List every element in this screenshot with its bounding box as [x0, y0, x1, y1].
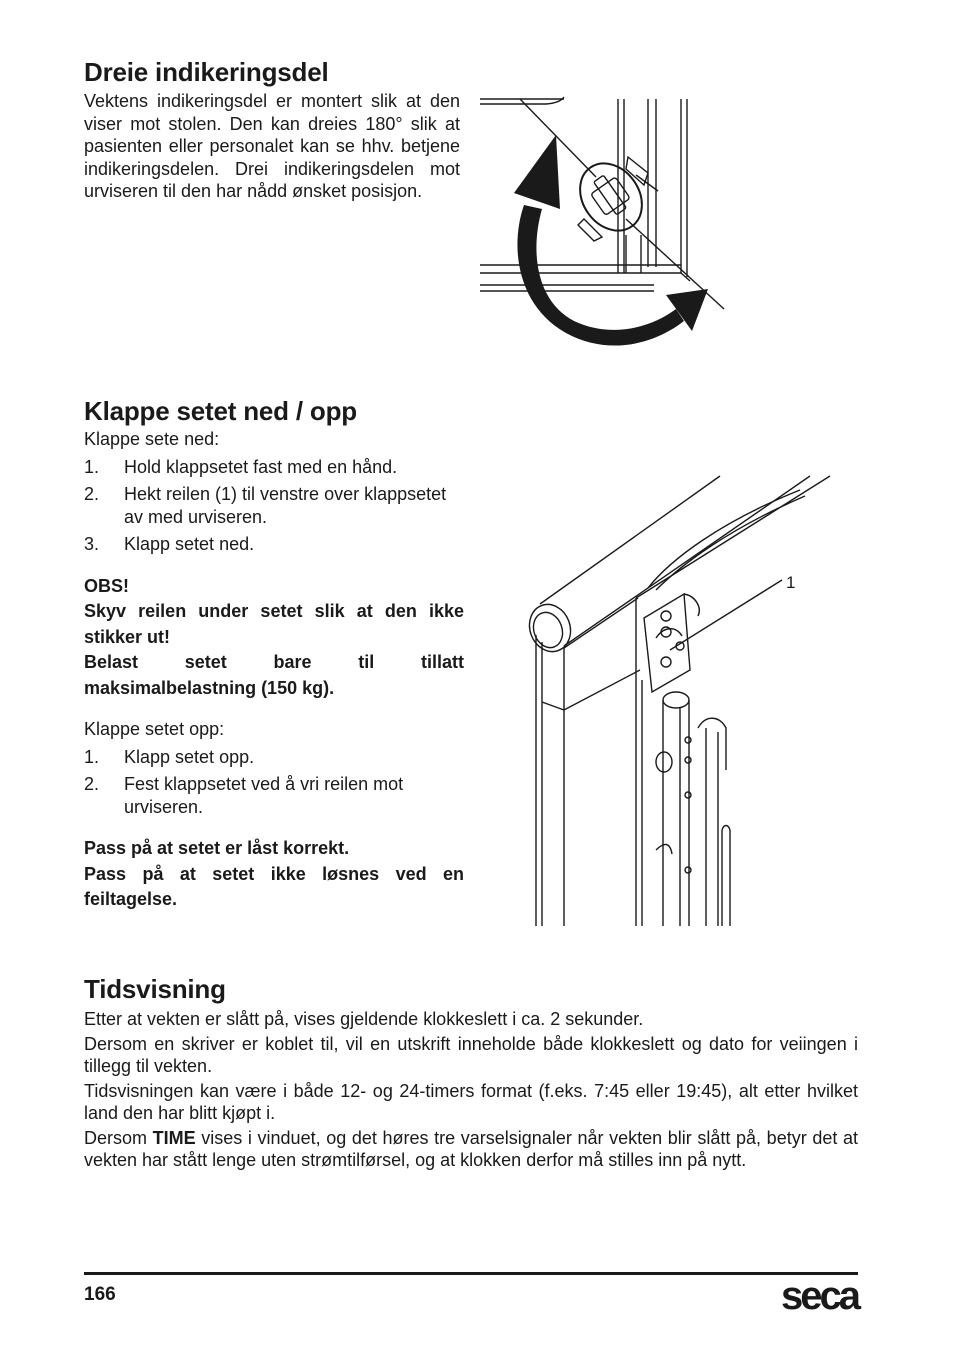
p4-prefix: Dersom	[84, 1127, 153, 1148]
seca-logo: seca	[781, 1274, 858, 1318]
warning-title: OBS!	[84, 575, 129, 596]
figure-callout-1: 1	[786, 573, 796, 592]
step-number: 1.	[84, 456, 100, 477]
tidsvisning-paragraph-1: Etter at vekten er slått på, vises gjeldende klokkeslett i ca. 2 sekunder.	[84, 1009, 644, 1029]
list-item	[84, 746, 464, 769]
footer-rule	[84, 1272, 858, 1275]
tidsvisning-paragraph-2: Dersom en skriver er koblet til, vil en utskrift inneholde både klokkeslett og dato for veiingen i tillegg til vekten.	[84, 1033, 858, 1076]
page-number: 166	[84, 1284, 116, 1305]
heading-dreie-indikeringsdel: Dreie indikeringsdel	[84, 57, 329, 87]
down-intro: Klappe sete ned:	[84, 429, 220, 449]
time-keyword: TIME	[152, 1127, 196, 1148]
step-number: 2.	[84, 484, 100, 504]
paragraph-dreie: Vektens indikeringsdel er montert slik at den viser mot stolen. Den kan dreies 180° slik at pasienten eller personalet kan se hhv. betjene indikeringsdelen. Drei indikeringsdelen mot urviseren til den har nådd ønsket posisjon.	[84, 91, 460, 201]
list-item	[84, 483, 464, 528]
warning-block	[84, 574, 464, 702]
figure-rotate-indicator	[476, 95, 736, 360]
section-tidsvisning-body	[84, 1008, 858, 1172]
step-text: Hold klappsetet fast med en hånd.	[124, 456, 398, 477]
step-text: Klapp setet ned.	[124, 534, 255, 554]
note-line-2: Pass på at setet ikke løsnes ved en feiltagelse.	[84, 863, 464, 909]
up-steps-list	[84, 746, 464, 819]
heading-tidsvisning: Tidsvisning	[84, 974, 226, 1004]
step-text: Hekt reilen (1) til venstre over klappsetet av med urviseren.	[124, 484, 447, 527]
heading-klappe-setet: Klappe setet ned / opp	[84, 396, 357, 426]
up-intro: Klappe setet opp:	[84, 719, 225, 739]
tidsvisning-paragraph-3: Tidsvisningen kan være i både 12- og 24-timers format (f.eks. 7:45 eller 19:45), alt etter hvilket land den har blitt kjøpt i.	[84, 1080, 858, 1123]
list-item	[84, 533, 464, 556]
step-text: Klapp setet opp.	[124, 746, 255, 767]
step-number: 2.	[84, 774, 100, 794]
tidsvisning-paragraph-4	[84, 1127, 858, 1172]
note-line-1: Pass på at setet er låst korrekt.	[84, 838, 350, 858]
figure-seat-rail	[520, 470, 860, 930]
down-steps-list	[84, 456, 464, 556]
note-block	[84, 836, 464, 913]
warning-line-2: Belast setet bare til tillatt maksimalbelastning (150 kg).	[84, 652, 464, 698]
p4-suffix: vises i vinduet, og det høres tre varselsignaler når vekten blir slått på, betyr det at vekten har stått lenge uten strømtilførsel, og at klokken derfor må stilles inn på nytt.	[84, 1127, 858, 1170]
list-item	[84, 773, 464, 818]
step-number: 1.	[84, 746, 100, 767]
warning-line-1: Skyv reilen under setet slik at den ikke stikker ut!	[84, 601, 464, 647]
section-klappe-body	[84, 428, 464, 913]
list-item	[84, 456, 464, 479]
step-text: Fest klappsetet ved å vri reilen mot urviseren.	[124, 774, 404, 817]
step-number: 3.	[84, 534, 100, 554]
